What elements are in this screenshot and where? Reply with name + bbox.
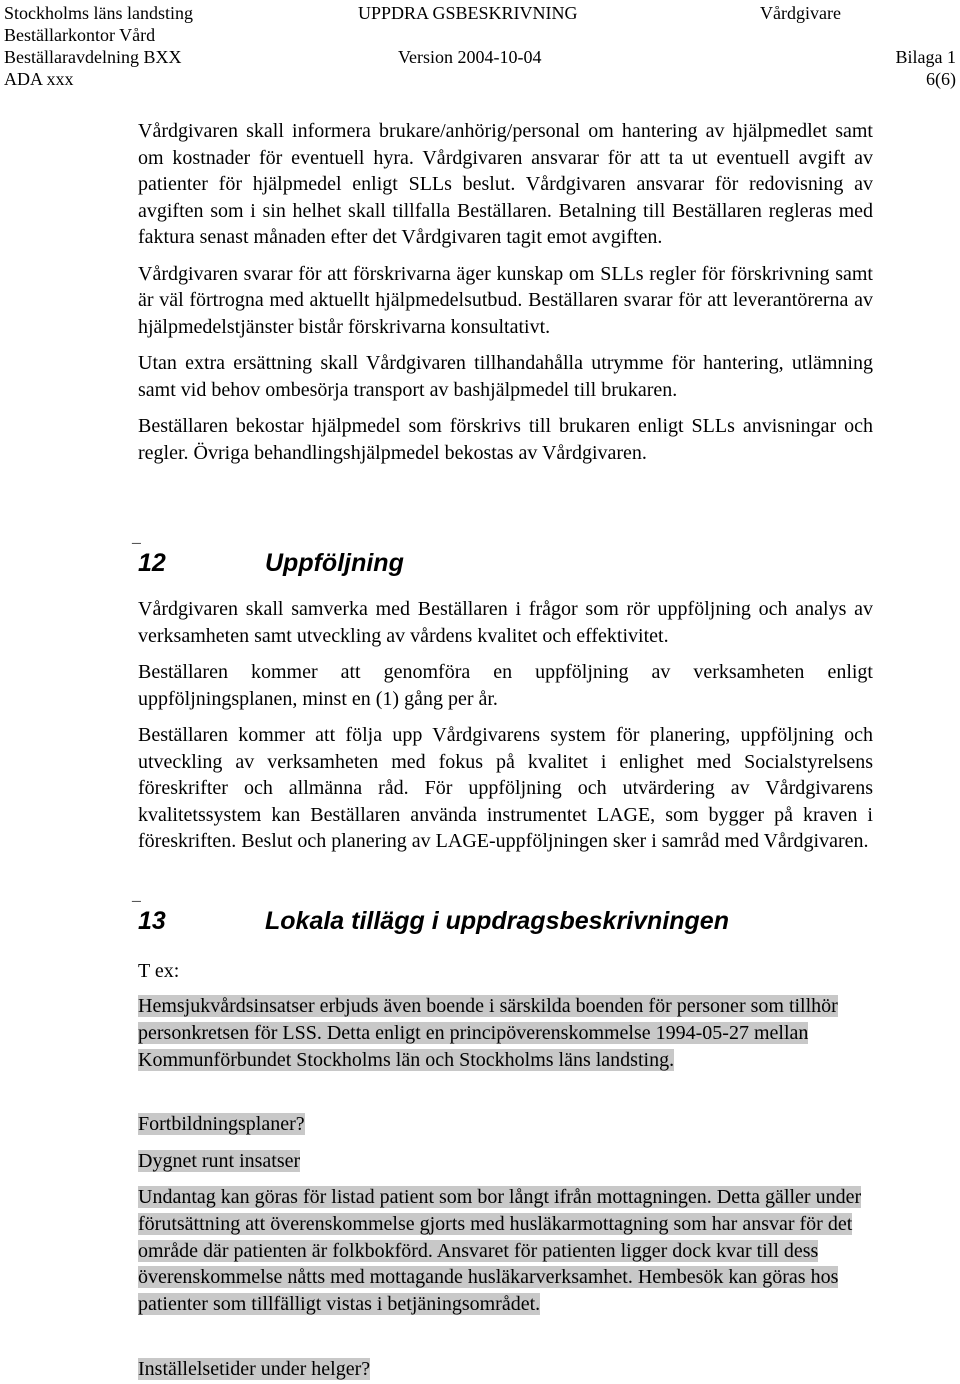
header-party: Vårdgivare: [760, 3, 841, 23]
intro-text: [138, 118, 873, 476]
paragraph: Beställaren kommer att följa upp Vårdgivarens system för planering, uppföljning och utveckling av verksamheten med fokus på kvalitet i enlighet med Socialstyrelsens föreskrifter och allmänna råd. För uppföljning och utvärdering av Vårdgivarens kvalitetssystem kan Beställaren använda instrumentet LAGE, som bygger på kraven i föreskriften. Beslut och planering av LAGE-uppföljningen sker i samråd med Vårdgivaren.: [138, 724, 873, 852]
heading-marker: ¯: [132, 542, 141, 559]
paragraph: Vårdgivaren skall informera brukare/anhörig/personal om hantering av hjälpmedlet samt om kostnader för eventuell hyra. Vårdgivaren ansvarar för att ta ut eventuell avgift av patienter för hjälpmedel enligt SLLs beslut. Vårdgivaren ansvarar för redovisning av avgiften som i sin helhet skall tillfalla Beställaren. Betalning till Beställaren regleras med faktura senast månaden efter det Vårdgivaren tagit emot avgiften.: [138, 120, 873, 248]
highlighted-text: Fortbildningsplaner?: [138, 1113, 305, 1135]
highlighted-text: Dygnet runt insatser: [138, 1150, 301, 1172]
section-number: 13: [138, 907, 166, 935]
highlighted-text: Inställelsetider under helger?: [138, 1358, 371, 1380]
header-department: Beställaravdelning BXX: [4, 47, 182, 67]
highlighted-text: Hemsjukvårdsinsatser erbjuds även boende i särskilda boenden för personer som tillhör personkretsen för LSS. Detta enligt en principöverenskommelse 1994-05-27 mellan Kommunförbundet Stockholms län och Stockholms läns landsting.: [138, 995, 838, 1071]
section-number: 12: [138, 549, 166, 577]
paragraph: Utan extra ersättning skall Vårdgivaren tillhandahålla utrymme för hantering, utlämning samt vid behov ombesörja transport av bashjälpmedel till brukaren.: [138, 352, 873, 401]
header-org: Stockholms läns landsting: [4, 3, 193, 23]
heading-marker: ¯: [132, 900, 141, 917]
section-title: Uppföljning: [265, 549, 404, 577]
section-12-body: [138, 596, 873, 865]
paragraph: Vårdgivaren skall samverka med Beställaren i frågor som rör uppföljning och analys av verksamheten samt utveckling av vårdens kvalitet och effektivitet.: [138, 598, 873, 647]
header-version: Version 2004-10-04: [398, 47, 542, 67]
local-addition-item: [138, 1111, 305, 1137]
local-addition-item: [138, 1184, 878, 1318]
highlighted-text: Undantag kan göras för listad patient som bor långt ifrån mottagningen. Detta gäller under förutsättning att överenskommelse gjorts med husläkarmottagning som har ansvar för det område där patienten är folkbokförd. Ansvaret för patienten ligger dock kvar till dess överenskommelse nåtts med mottagande husläkarverksamhet. Hembesök kan göras hos patienter som tillfälligt vistas i betjäningsområdet.: [138, 1186, 862, 1316]
page-number: 6(6): [926, 69, 956, 89]
header-appendix: Bilaga 1: [895, 47, 956, 67]
paragraph: Vårdgivaren svarar för att förskrivarna äger kunskap om SLLs regler för förskrivning samt är väl förtrogna med aktuellt hjälpmedelsutbud. Beställaren svarar för att leverantörerna av hjälpmedelstjänster bistår förskrivarna konsultativt.: [138, 262, 873, 338]
section-13-heading: [132, 900, 729, 936]
local-addition-item: [138, 1356, 370, 1382]
local-addition-item: [138, 993, 873, 1073]
header-ref: ADA xxx: [4, 69, 74, 89]
header-office: Beställarkontor Vård: [4, 25, 156, 45]
section-title: Lokala tillägg i uppdragsbeskrivningen: [265, 907, 729, 935]
paragraph: Beställaren kommer att genomföra en uppföljning av verksamheten enligt uppföljningsplanen, minst en (1) gång per år.: [138, 661, 873, 710]
paragraph: Beställaren bekostar hjälpmedel som förskrivs till brukaren enligt SLLs anvisningar och regler. Övriga behandlingshjälpmedel bekostas av Vårdgivaren.: [138, 415, 873, 464]
example-label: T ex:: [138, 960, 180, 982]
local-addition-item: [138, 1148, 300, 1174]
header-doc-title: UPPDRA GSBESKRIVNING: [358, 3, 578, 23]
section-12-heading: [132, 542, 404, 578]
